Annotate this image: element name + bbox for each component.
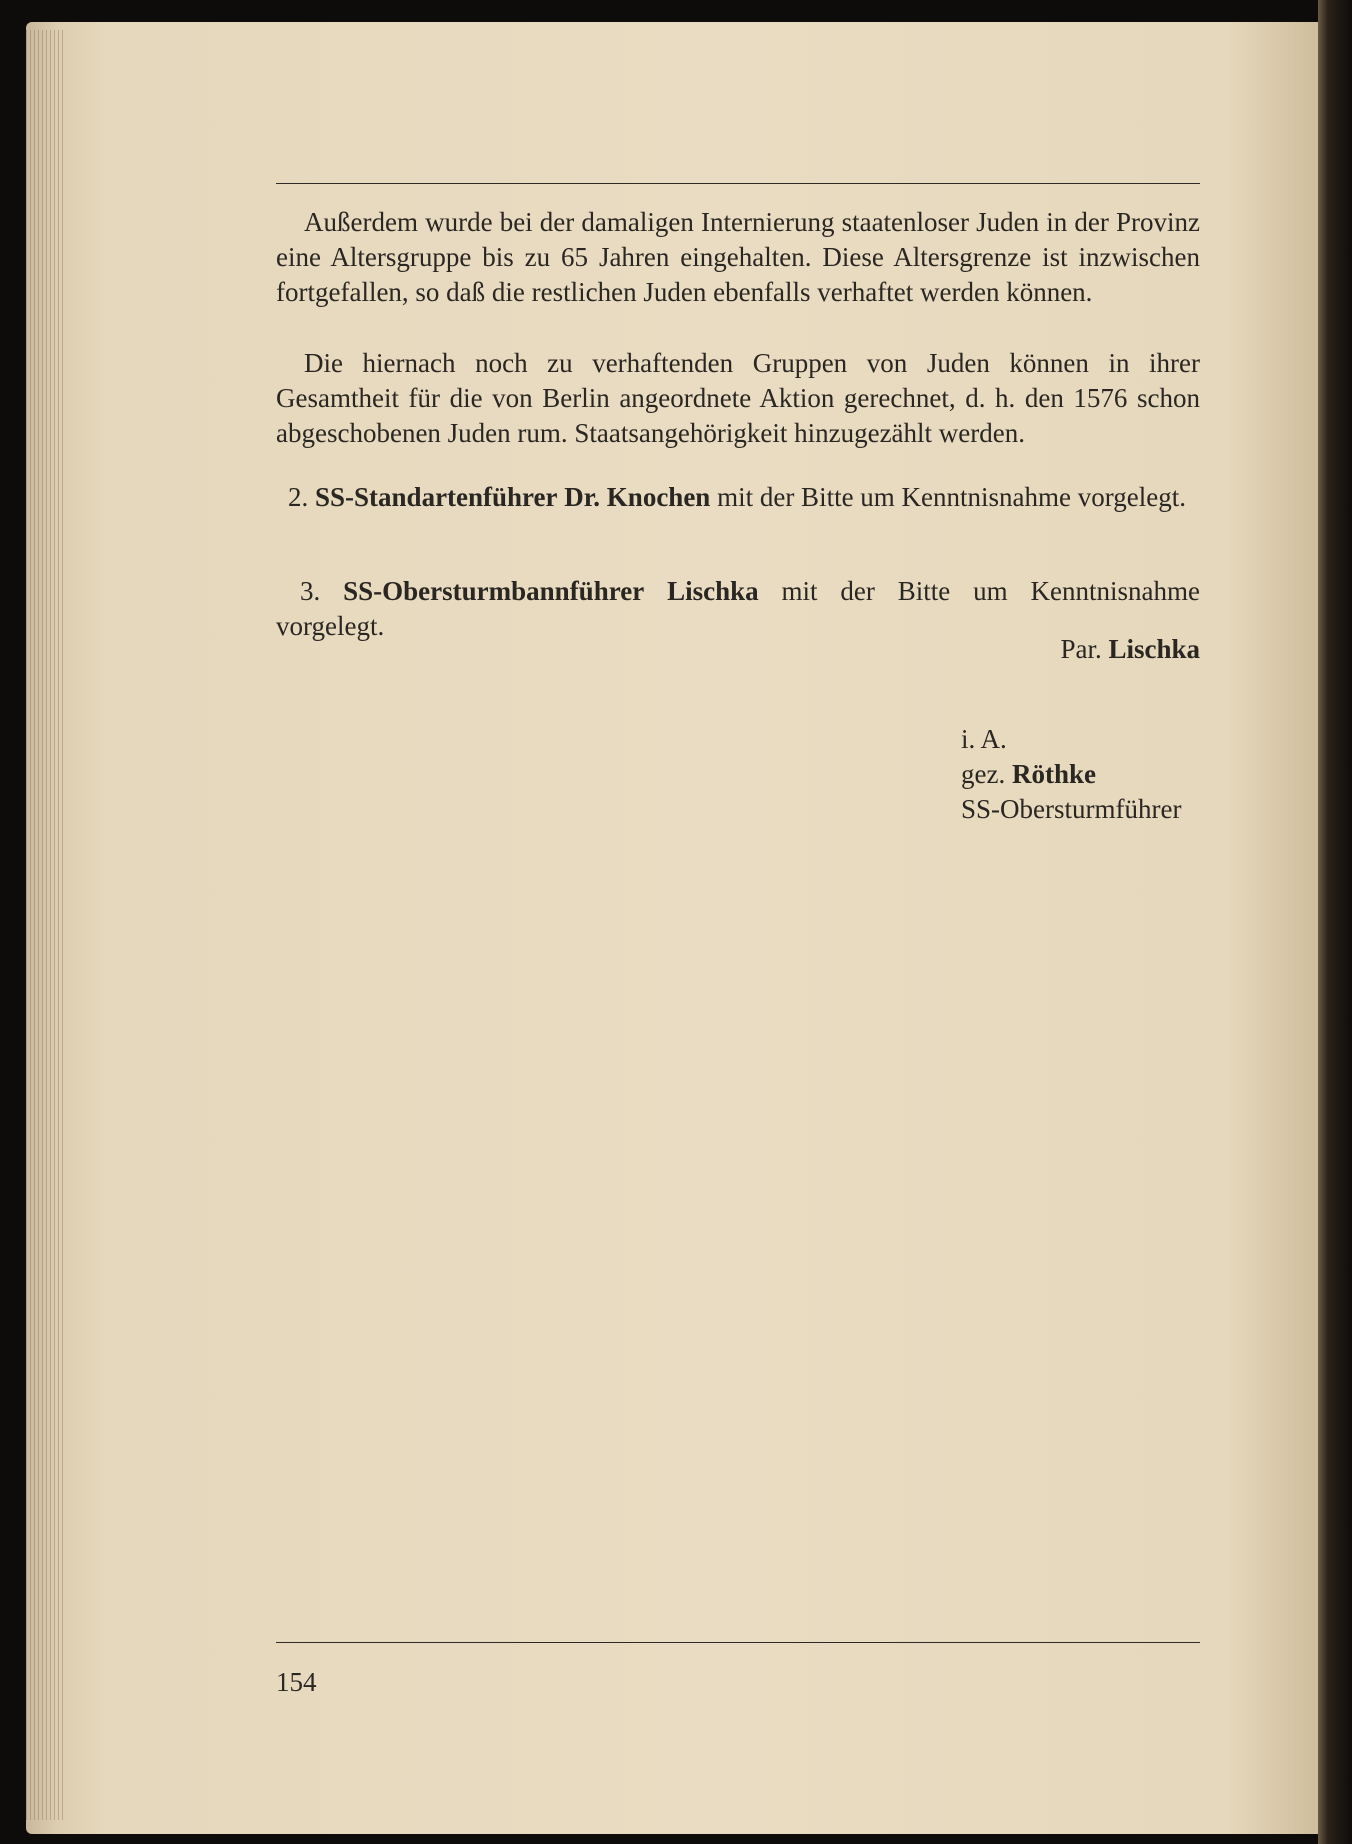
signature-block: [961, 722, 1261, 827]
initial-prefix: Par.: [1060, 634, 1102, 664]
initial-name: Lischka: [1108, 634, 1200, 664]
top-rule: [276, 183, 1200, 184]
signature-prefix: gez.: [961, 759, 1006, 789]
bottom-rule: [276, 1642, 1200, 1643]
item-number: 2.: [288, 482, 309, 512]
item-number: 3.: [300, 576, 321, 606]
paragraph-remaining-groups: [276, 346, 1200, 451]
item-name: Knochen: [606, 482, 711, 512]
paragraph-internment: [276, 205, 1200, 310]
item-text: mit der Bitte um Kenntnisnahme vorgelegt.: [276, 576, 1201, 641]
page-number: 154: [276, 1667, 317, 1697]
item-name: Lischka: [667, 576, 759, 606]
book-binding: [1318, 0, 1352, 1844]
page-edges: [26, 30, 64, 1820]
signature-name: Röthke: [1011, 759, 1096, 789]
item-title: Dr.: [564, 482, 601, 512]
initial-mark: [900, 632, 1200, 667]
item-text: mit der Bitte um Kenntnisnahme vorgelegt.: [717, 482, 1186, 512]
paragraph-text: Außerdem wurde bei der damaligen Internierung staatenloser Juden in der Provinz eine Altersgruppe bis zu 65 Jahren eingehalten. Diese Altersgrenze ist inzwischen fortgefallen, so daß die restlichen Juden ebenfalls verhaftet werden können.: [276, 207, 1200, 307]
signature-line-gez: [961, 757, 1261, 792]
signature-rank: SS-Obersturmführer: [961, 794, 1182, 824]
item-2-knochen: [276, 480, 1200, 515]
item-rank: SS-Obersturmbannführer: [343, 576, 645, 606]
item-rank: SS-Standartenführer: [315, 482, 558, 512]
paragraph-text: Die hiernach noch zu verhaftenden Gruppen von Juden können in ihrer Gesamtheit für die von Berlin angeordnete Aktion gerechnet, d. h. den 1576 schon abgeschobenen Juden rum. Staatsangehörigkeit hinzugezählt werden.: [276, 348, 1200, 448]
signature-line-ia: i. A.: [961, 724, 1007, 754]
